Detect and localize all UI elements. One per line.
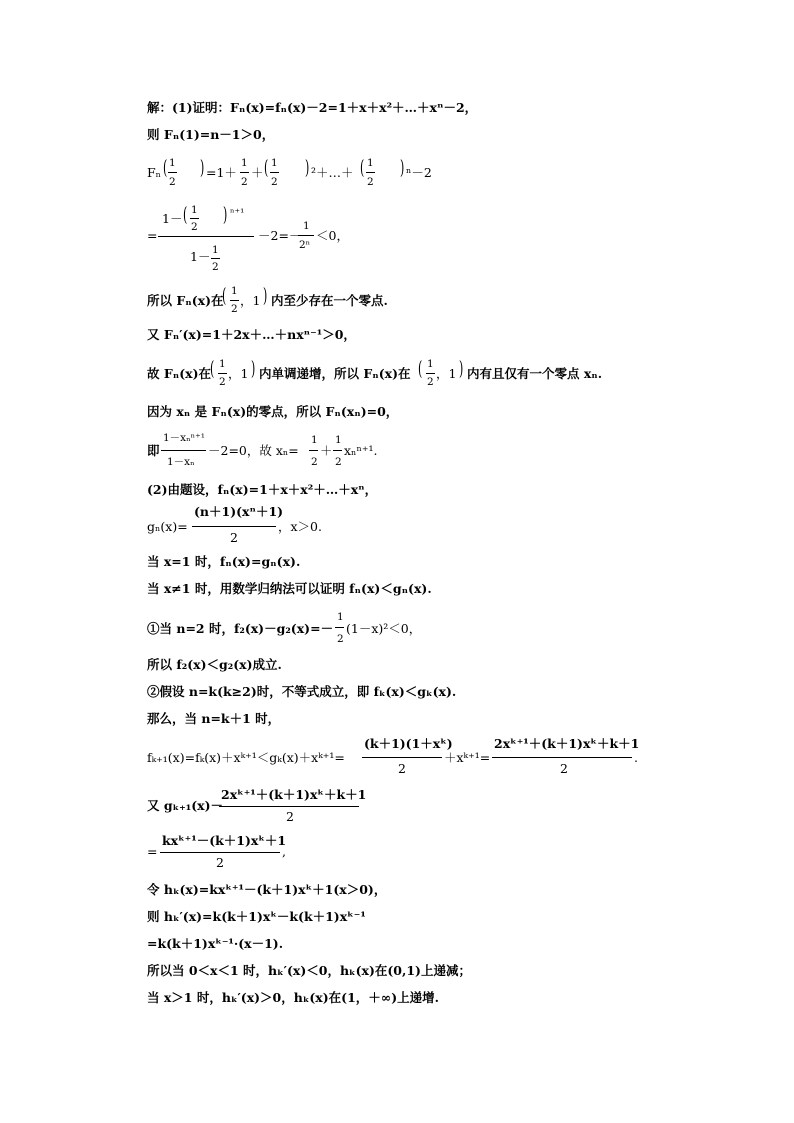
text: . xyxy=(634,750,638,765)
left-paren: ( xyxy=(418,356,423,380)
line-hk-definition: 令 hₖ(x)=kxᵏ⁺¹－(k＋1)xᵏ＋1(x＞0)， xyxy=(147,882,387,897)
frac-num: 1 xyxy=(303,220,310,232)
text: 内至少存在一个零点. xyxy=(271,293,388,308)
line-hk-derivative: 则 hₖ′(x)=k(k＋1)xᵏ－k(k＋1)xᵏ⁻¹ xyxy=(147,909,366,924)
line-derivative: 又 Fₙ′(x)=1＋2x＋…＋nxⁿ⁻¹＞0， xyxy=(147,327,356,342)
frac-den: 2 xyxy=(311,456,318,468)
tail-text: ⁿ－2 xyxy=(406,165,432,180)
text: fₖ₊₁(x)=fₖ(x)＋xᵏ⁺¹＜gₖ(x)＋xᵏ⁺¹= xyxy=(147,750,345,765)
plus-text: ＋ xyxy=(251,165,264,180)
right-paren: ) xyxy=(305,155,310,179)
frac-bar xyxy=(168,172,177,173)
frac-num: kxᵏ⁺¹－(k＋1)xᵏ＋1 xyxy=(162,833,287,848)
frac-den: 2 xyxy=(560,761,568,776)
eq-text: =1＋ xyxy=(206,165,237,180)
line-step: 那么，当 n=k＋1 时， xyxy=(147,711,281,726)
text: , xyxy=(282,844,286,859)
frac-num: 1 xyxy=(212,244,219,256)
right-paren: ) xyxy=(223,202,228,226)
frac-num: (k＋1)(1＋xᵏ) xyxy=(364,736,453,751)
line-xn-zero: 因为 xₙ 是 Fₙ(x)的零点，所以 Fₙ(xₙ)=0， xyxy=(147,404,399,419)
frac-den: 2 xyxy=(216,855,224,870)
line-induction-claim: 当 x≠1 时，用数学归纳法可以证明 fₙ(x)＜gₙ(x). xyxy=(147,581,432,596)
line-x-equals-1: 当 x=1 时，fₙ(x)=gₙ(x). xyxy=(147,554,301,569)
text: －2=0，故 xₙ= xyxy=(208,443,299,458)
frac-bar xyxy=(160,852,280,853)
right-paren: ) xyxy=(400,155,405,179)
text: 即 xyxy=(147,443,160,458)
frac-den: 2 xyxy=(241,176,248,188)
right-paren: ) xyxy=(263,283,268,307)
frac-den: 2 xyxy=(231,303,238,315)
line-part2-setup: (2)由题设，fₙ(x)=1＋x＋x²＋…＋xⁿ， xyxy=(147,482,378,497)
frac-bar xyxy=(218,373,227,374)
text: ＋ xyxy=(320,443,333,458)
frac-num: (n＋1)(xⁿ＋1) xyxy=(194,504,284,519)
frac-bar xyxy=(192,526,276,527)
frac-num: 1 xyxy=(367,157,374,169)
text: ①当 n=2 时，f₂(x)－g₂(x)=－ xyxy=(147,621,334,636)
frac-num: 1 xyxy=(219,358,226,370)
left-paren: ( xyxy=(210,356,215,380)
frac-num: 2xᵏ⁺¹＋(k＋1)xᵏ＋k＋1 xyxy=(221,787,367,802)
text: 故 Fₙ(x)在 xyxy=(147,366,211,381)
frac-den: 2 xyxy=(367,176,374,188)
text: gₙ(x)= xyxy=(147,519,188,534)
frac-bar xyxy=(492,757,632,758)
text: 内单调递增，所以 Fₙ(x)在 xyxy=(259,366,411,381)
left-paren: ( xyxy=(222,283,227,307)
frac-bar xyxy=(219,806,359,807)
frac-num: 1－xₙⁿ⁺¹ xyxy=(163,432,205,444)
text: ，1 xyxy=(240,293,261,308)
line-hypothesis: ②假设 n=k(k≥2)时，不等式成立，即 fₖ(x)＜gₖ(x). xyxy=(147,684,457,699)
frac-bar xyxy=(333,450,342,451)
line-hk-factored: =k(k＋1)xᵏ⁻¹·(x－1). xyxy=(147,936,284,951)
frac-num: 1 xyxy=(191,204,198,216)
left-paren: ( xyxy=(264,155,269,179)
frac-den: 2 xyxy=(212,261,219,273)
text: 所以 Fₙ(x)在 xyxy=(147,293,224,308)
line-fn1-positive: 则 Fₙ(1)=n－1＞0， xyxy=(147,127,275,142)
line-base-holds: 所以 f₂(x)＜g₂(x)成立. xyxy=(147,657,282,672)
frac-den: 2 xyxy=(337,633,344,645)
frac-den: 1－xₙ xyxy=(167,456,195,468)
frac-den: 2 xyxy=(230,530,238,545)
left-paren: ( xyxy=(360,155,365,179)
right-paren: ) xyxy=(200,155,205,179)
text: xₙⁿ⁺¹. xyxy=(344,443,378,458)
frac-den: 2ⁿ xyxy=(299,239,311,251)
left-paren: ( xyxy=(163,155,168,179)
frac-den: 2 xyxy=(169,176,176,188)
frac-num: 1 xyxy=(427,358,434,370)
frac-bar xyxy=(161,450,206,451)
frac-bar xyxy=(270,172,279,173)
frac-bar xyxy=(190,218,199,219)
frac-bar xyxy=(426,373,435,374)
den-text: 1－ xyxy=(190,249,211,264)
exp-text: ⁿ⁺¹ xyxy=(230,207,245,219)
frac-num: 1 xyxy=(231,285,238,297)
text: (1－x)²＜0， xyxy=(346,621,422,636)
frac-den: 2 xyxy=(286,809,294,824)
frac-bar xyxy=(298,235,314,236)
text: 又 gₖ₊₁(x)－ xyxy=(147,798,223,813)
frac-bar xyxy=(335,627,344,628)
right-paren: ) xyxy=(459,356,464,380)
text: ，x＞0. xyxy=(278,519,322,534)
num-text: 1－ xyxy=(162,211,183,226)
frac-den: 2 xyxy=(191,221,198,233)
text: = xyxy=(147,844,158,859)
frac-bar xyxy=(211,258,220,259)
left-paren: ( xyxy=(183,202,188,226)
frac-bar xyxy=(362,757,442,758)
text: 内有且仅有一个零点 xₙ. xyxy=(467,366,603,381)
frac-num: 1 xyxy=(271,157,278,169)
frac-num: 1 xyxy=(241,157,248,169)
line-proof-intro: 解：(1)证明：Fₙ(x)=fₙ(x)－2=1＋x＋x²＋…＋xⁿ－2， xyxy=(147,100,478,115)
text: ，1 xyxy=(436,366,457,381)
eq-text: －2=－ xyxy=(258,228,302,243)
frac-num: 1 xyxy=(311,434,318,446)
line-decreasing: 所以当 0＜x＜1 时，hₖ′(x)＜0，hₖ(x)在(0,1)上递减； xyxy=(147,963,471,978)
frac-num: 1 xyxy=(169,157,176,169)
series-text: ²＋…＋ xyxy=(311,165,354,180)
frac-den: 2 xyxy=(335,456,342,468)
fn-symbol: Fₙ xyxy=(147,165,162,180)
frac-num: 1 xyxy=(337,611,344,623)
text: ，1 xyxy=(228,366,249,381)
lt-zero-text: ＜0， xyxy=(316,228,349,243)
frac-bar xyxy=(240,172,249,173)
right-paren: ) xyxy=(251,356,256,380)
frac-num: 1 xyxy=(335,434,342,446)
frac-bar xyxy=(230,300,239,301)
text: ＋xᵏ⁺¹= xyxy=(444,750,491,765)
eq-text: = xyxy=(147,228,158,243)
frac-bar xyxy=(309,450,318,451)
frac-den: 2 xyxy=(427,376,434,388)
frac-bar xyxy=(366,172,375,173)
frac-den: 2 xyxy=(219,376,226,388)
frac-den: 2 xyxy=(398,761,406,776)
frac-den: 2 xyxy=(271,176,278,188)
line-increasing: 当 x＞1 时，hₖ′(x)＞0，hₖ(x)在(1，＋∞)上递增. xyxy=(147,990,439,1005)
main-frac-bar xyxy=(158,236,254,237)
frac-num: 2xᵏ⁺¹＋(k＋1)xᵏ＋k＋1 xyxy=(494,736,640,751)
